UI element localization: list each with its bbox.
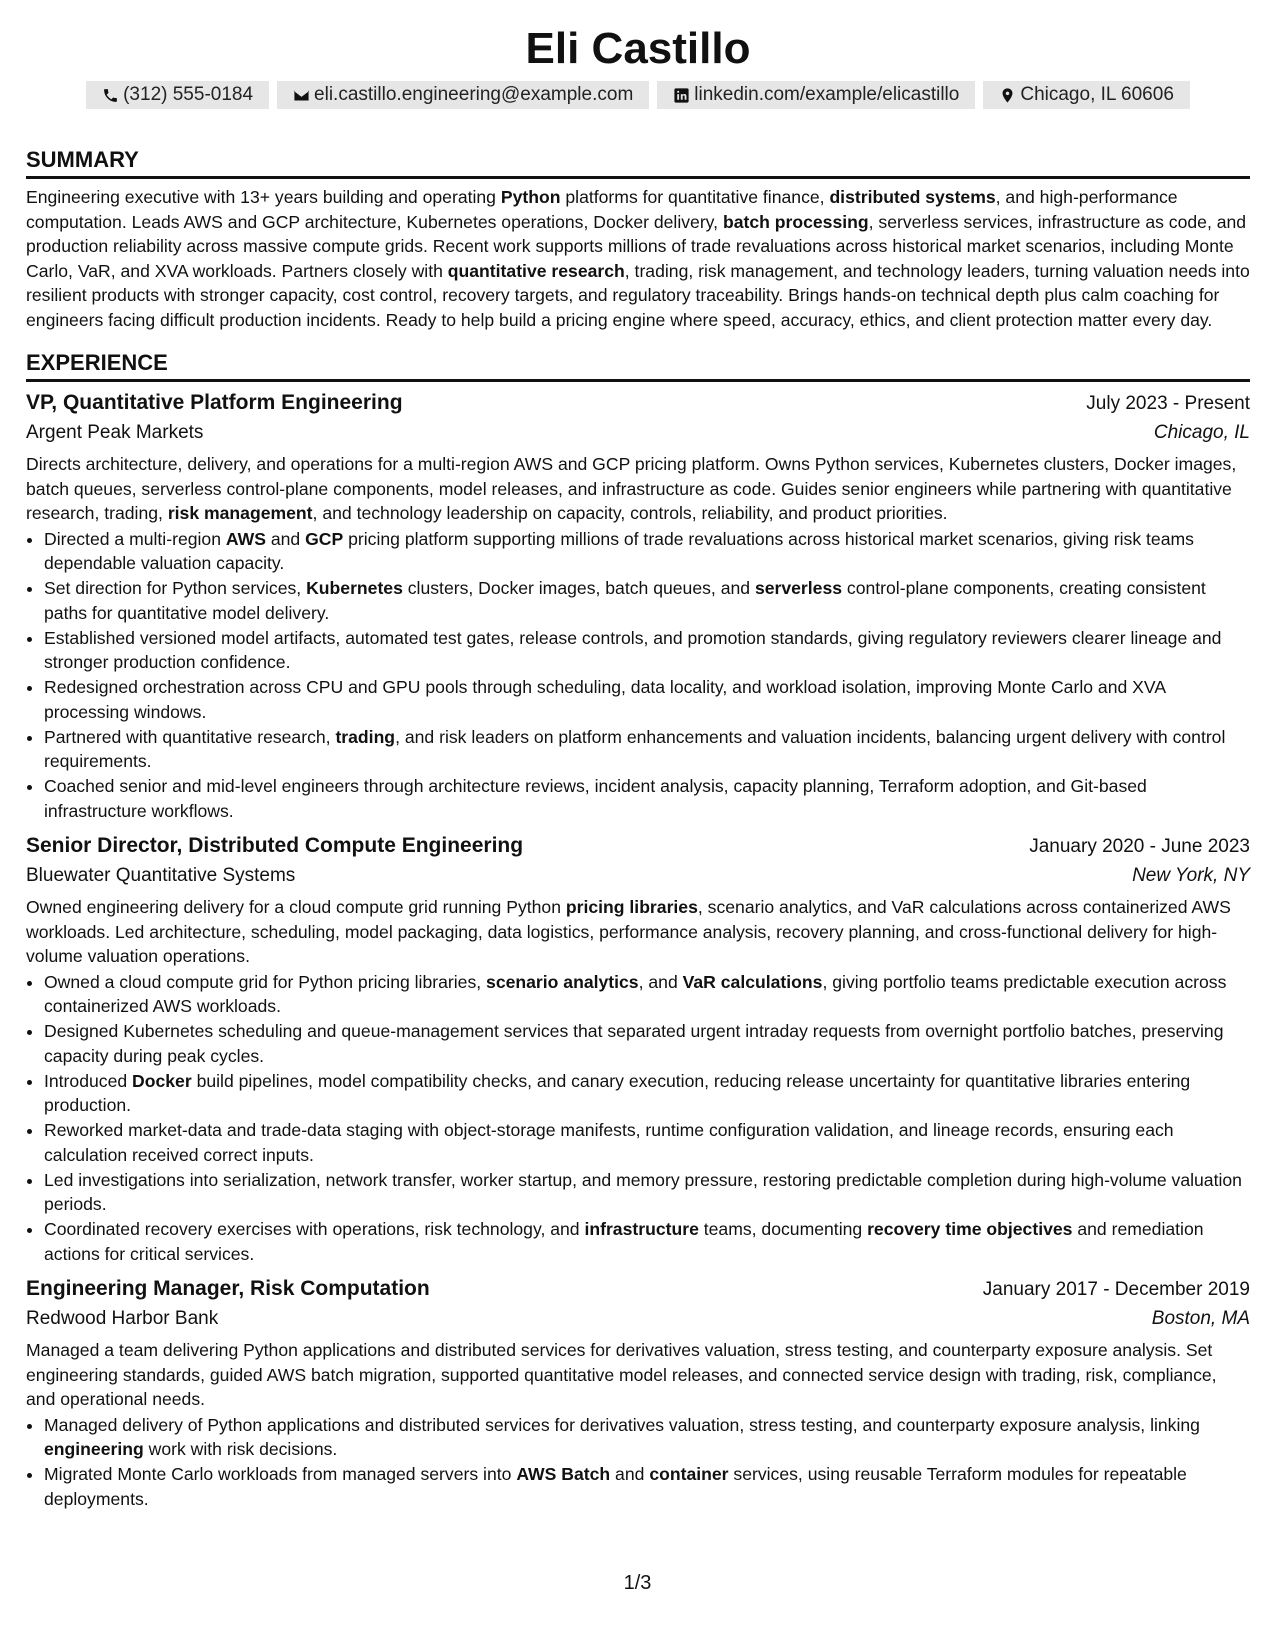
linkedin-icon — [673, 87, 690, 104]
job-title: Engineering Manager, Risk Computation — [26, 1277, 430, 1300]
bullet-item: • Designed Kubernetes scheduling and queue-management services that separated urgent intraday requests from overnight portfolio batches, preserving capacity during peak cycles. — [44, 1019, 1250, 1068]
resume-page — [26, 0, 1250, 1512]
bullet-item: • Migrated Monte Carlo workloads from managed servers into AWS Batch and container services, using reusable Terraform modules for repeatable deployments. — [44, 1462, 1250, 1511]
job-company-row — [26, 861, 1250, 891]
job-bullets — [26, 970, 1250, 1267]
bullet-item: • Managed delivery of Python applications and distributed services for derivatives valuation, stress testing, and counterparty exposure analysis, linking engineering work with risk decisions. — [44, 1413, 1250, 1462]
contact-bar — [26, 81, 1250, 109]
job-dates: January 2017 - December 2019 — [982, 1279, 1250, 1300]
job-location: New York, NY — [1132, 865, 1250, 886]
bold-keyword: Docker — [132, 1070, 192, 1091]
job-header — [26, 1274, 1250, 1304]
contact-phone[interactable] — [86, 81, 269, 109]
contact-email[interactable] — [277, 81, 649, 109]
job-dates: July 2023 - Present — [1086, 393, 1250, 414]
contact-location-text: Chicago, IL 60606 — [1020, 84, 1174, 105]
bullet-item: • Partnered with quantitative research, trading, and risk leaders on platform enhancements and valuation incidents, balancing urgent delivery with control requirements. — [44, 725, 1250, 774]
bullet-item: • Directed a multi-region AWS and GCP pricing platform supporting millions of trade revaluations across historical market scenarios, giving risk teams dependable valuation capacity. — [44, 527, 1250, 576]
job-location: Boston, MA — [1151, 1308, 1250, 1329]
bold-keyword: trading — [335, 726, 396, 747]
job-bullets — [26, 1413, 1250, 1512]
job-location: Chicago, IL — [1153, 422, 1250, 443]
page-number: 1/3 — [623, 1572, 652, 1594]
job-dates: January 2020 - June 2023 — [1029, 836, 1250, 857]
bullet-item: • Coached senior and mid-level engineers through architecture reviews, incident analysis, capacity planning, Terraform adoption, and Git-based infrastructure workflows. — [44, 774, 1250, 823]
job-bullets — [26, 527, 1250, 824]
job-title: Senior Director, Distributed Compute Engineering — [26, 834, 524, 857]
contact-linkedin-text: linkedin.com/example/elicastillo — [694, 84, 960, 105]
job-company: Bluewater Quantitative Systems — [26, 865, 296, 886]
summary-heading: SUMMARY — [26, 147, 1250, 179]
contact-location — [983, 81, 1190, 109]
map-pin-icon — [999, 87, 1016, 104]
bold-keyword: container — [649, 1464, 729, 1484]
bullet-item: • Led investigations into serialization, network transfer, worker startup, and memory pressure, restoring predictable completion during high-volume valuation periods. — [44, 1168, 1250, 1217]
summary-text: Engineering executive with 13+ years building and operating Python platforms for quantitative finance, distributed systems, and high-performance computation. Leads AWS and GCP architecture, Kubernetes operations, Docker delivery, batch processing, serverless services, infrastructure as code, and production reliability across massive compute grids. Recent work supports millions of trade revaluations across historical market scenarios, including Monte Carlo, VaR, and XVA workloads. Partners closely with quantitative research, trading, risk management, and technology leaders, turning valuation needs into resilient products with stronger capacity, cost control, recovery targets, and regulatory traceability. Brings hands-on technical depth plus calm coaching for engineers facing difficult production incidents. Ready to help build a pricing engine where speed, accuracy, ethics, and client protection matter every day. — [26, 187, 1250, 330]
bold-keyword: AWS Batch — [516, 1464, 611, 1484]
bold-keyword: distributed systems — [829, 187, 996, 207]
contact-linkedin[interactable] — [657, 81, 975, 109]
job-entry — [26, 1274, 1250, 1511]
bullet-item: • Redesigned orchestration across CPU and GPU pools through scheduling, data locality, and workload isolation, improving Monte Carlo and XVA processing windows. — [44, 675, 1250, 724]
job-company-row — [26, 418, 1250, 448]
bullet-item: • Introduced Docker build pipelines, model compatibility checks, and canary execution, reducing release uncertainty for quantitative libraries entering production. — [44, 1069, 1250, 1118]
job-company-row — [26, 1304, 1250, 1334]
job-title: VP, Quantitative Platform Engineering — [26, 391, 403, 414]
bold-keyword: engineering — [44, 1439, 144, 1459]
bold-keyword: batch processing — [722, 211, 869, 232]
contact-email-text: eli.castillo.engineering@example.com — [314, 84, 634, 105]
bold-keyword: AWS — [225, 528, 266, 549]
bold-keyword: risk management — [167, 503, 313, 523]
job-header — [26, 831, 1250, 861]
job-list — [26, 388, 1250, 1511]
job-entry — [26, 831, 1250, 1266]
bullet-item: • Set direction for Python services, Kubernetes clusters, Docker images, batch queues, and serverless control-plane components, creating consistent paths for quantitative model delivery. — [44, 576, 1250, 625]
bold-keyword: quantitative research — [447, 260, 625, 281]
bold-keyword: VaR calculations — [682, 971, 823, 992]
bold-keyword: recovery time objectives — [867, 1219, 1073, 1239]
experience-section — [26, 350, 1250, 1511]
job-header — [26, 388, 1250, 418]
job-entry — [26, 388, 1250, 823]
bullet-item: • Owned a cloud compute grid for Python pricing libraries, scenario analytics, and VaR calculations, giving portfolio teams predictable execution across containerized AWS workloads. — [44, 970, 1250, 1019]
bold-keyword: scenario analytics — [486, 971, 639, 992]
bold-keyword: pricing libraries — [565, 897, 698, 917]
bold-keyword: Kubernetes — [306, 578, 403, 598]
experience-heading: EXPERIENCE — [26, 350, 1250, 382]
job-description: Directs architecture, delivery, and operations for a multi-region AWS and GCP pricing platform. Owns Python services, Kubernetes clusters, Docker images, batch queues, serverless control-plane components, model releases, and infrastructure as code. Guides senior engineers while partnering with quantitative research, trading, risk management, and technology leadership on capacity, controls, reliability, and product priorities. — [26, 454, 1237, 523]
bold-keyword: Python — [500, 187, 561, 207]
job-description: Managed a team delivering Python applications and distributed services for derivatives valuation, stress testing, and counterparty exposure analysis. Set engineering standards, guided AWS batch migration, supported quantitative model releases, and connected service design with trading, risk, compliance, and operational needs. — [26, 1340, 1217, 1409]
bullet-item: • Coordinated recovery exercises with operations, risk technology, and infrastructure teams, documenting recovery time objectives and remediation actions for critical services. — [44, 1217, 1250, 1266]
job-description: Owned engineering delivery for a cloud compute grid running Python pricing libraries, scenario analytics, and VaR calculations across containerized AWS workloads. Led architecture, scheduling, model packaging, data logistics, performance analysis, recovery planning, and cross-functional delivery for high-volume valuation operations. — [26, 897, 1231, 966]
summary-section — [26, 147, 1250, 332]
envelope-icon — [293, 87, 310, 104]
bold-keyword: infrastructure — [584, 1219, 699, 1239]
bullet-item: • Established versioned model artifacts, automated test gates, release controls, and promotion standards, giving regulatory reviewers clearer lineage and stronger production confidence. — [44, 626, 1250, 675]
bold-keyword: GCP — [305, 528, 344, 549]
phone-icon — [102, 87, 119, 104]
job-company: Argent Peak Markets — [26, 422, 204, 443]
candidate-name: Eli Castillo — [525, 24, 751, 73]
job-company: Redwood Harbor Bank — [26, 1308, 219, 1329]
bullet-item: • Reworked market-data and trade-data staging with object-storage manifests, runtime configuration validation, and lineage records, ensuring each calculation received correct inputs. — [44, 1118, 1250, 1167]
contact-phone-text: (312) 555-0184 — [123, 84, 254, 105]
bold-keyword: serverless — [754, 578, 843, 598]
